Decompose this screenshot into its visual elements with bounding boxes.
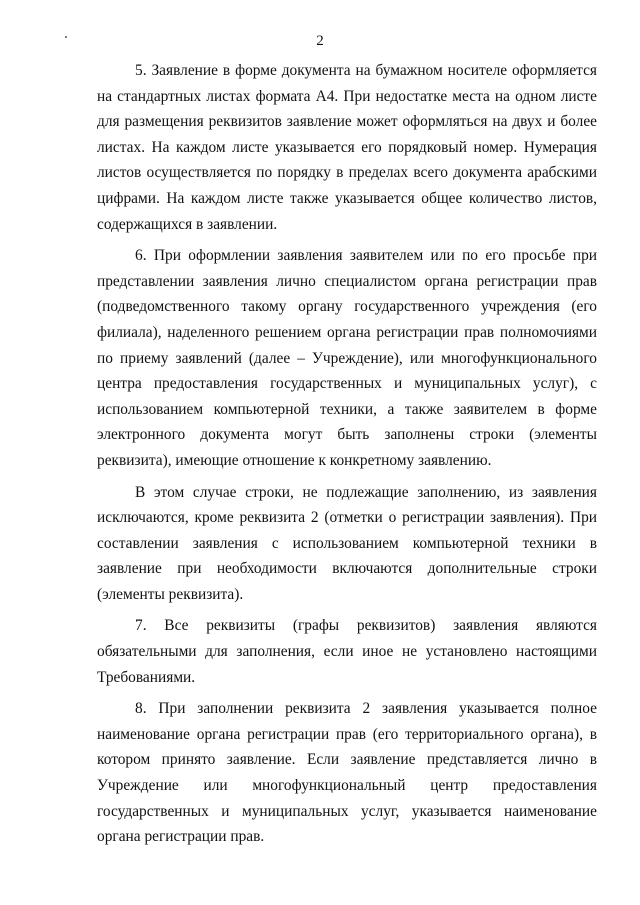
paragraph-5: 5. Заявление в форме документа на бумажном носителе оформляется на стандартных листах формата А4. При недостатке места на одном листе для размещения реквизитов заявление может оформляться на двух и более листах. На каждом листе указывается его порядковый номер. Нумерация листов осуществляется по порядку в пределах всего документа арабскими цифрами. На каждом листе также указывается общее количество листов, содержащихся в заявлении. xyxy=(97,62,597,233)
document-body xyxy=(97,58,597,850)
paragraph-8: 8. При заполнении реквизита 2 заявления указывается полное наименование органа регистрации прав (его территориального органа), в котором принято заявление. Если заявление представляется лично в Учреждение или многофункциональный центр предоставления государственных и муниципальных услуг, указывается наименование органа регистрации прав. xyxy=(97,700,597,846)
page-number: 2 xyxy=(316,33,324,49)
paragraph-6-continuation: В этом случае строки, не подлежащие заполнению, из заявления исключаются, кроме реквизита 2 (отметки о регистрации заявления). При составлении заявления с использованием компьютерной техники в заявление при необходимости включаются дополнительные строки (элементы реквизита). xyxy=(97,483,597,603)
paragraph-7: 7. Все реквизиты (графы реквизитов) заявления являются обязательными для заполнения, если иное не установлено настоящими Требованиями. xyxy=(97,617,597,686)
paragraph-6: 6. При оформлении заявления заявителем или по его просьбе при представлении заявления лично специалистом органа регистрации прав (подведомственного такому органу государственного учреждения (его филиала), наделенного решением органа регистрации прав полномочиями по приему заявлений (далее – Учреждение), или многофункционального центра предоставления государственных и муниципальных услуг), с использованием компьютерной техники, а также заявителем в форме электронного документа могут быть заполнены строки (элементы реквизита), имеющие отношение к конкретному заявлению. xyxy=(97,247,597,469)
